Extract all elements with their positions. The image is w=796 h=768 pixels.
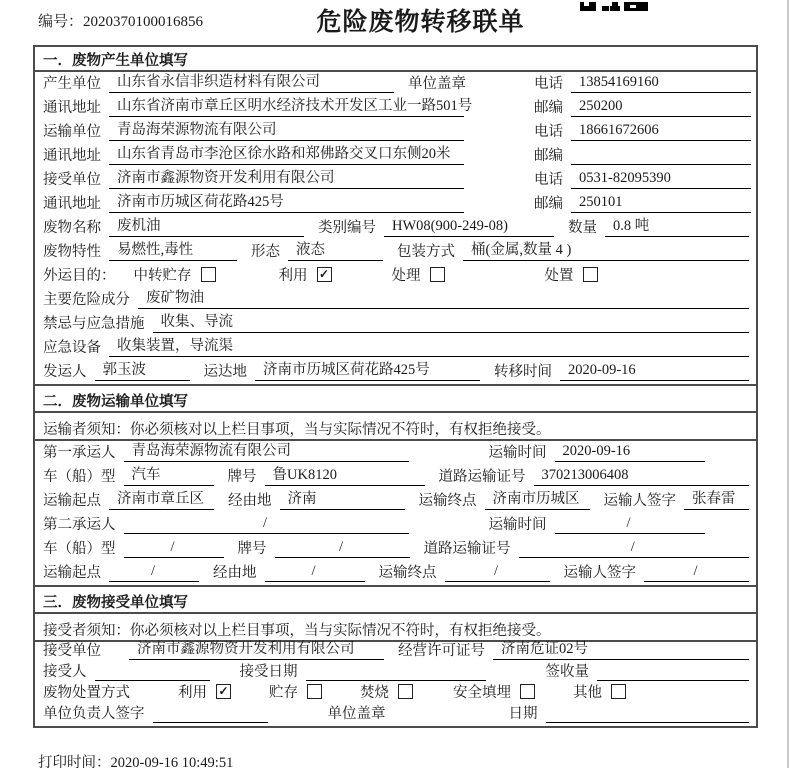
accept-date-label: 接受日期 xyxy=(239,664,298,680)
received-amount-label: 签收量 xyxy=(545,664,589,680)
road-license-value: 370213006408 xyxy=(534,467,750,486)
road-license-value: / xyxy=(519,539,750,558)
vehicle-type-label: 车（船）型 xyxy=(43,469,116,485)
address-value: 山东省青岛市李沧区徐水路和郑佛路交叉口东侧20米 xyxy=(109,142,464,165)
producer-address-row xyxy=(35,96,756,120)
section2-header: 二．废物运输单位填写 xyxy=(35,384,756,413)
receiver-phone-label: 电话 xyxy=(534,172,563,188)
form-state-value: 液态 xyxy=(288,238,383,261)
form-state-label: 形态 xyxy=(251,244,280,260)
receiver-value: 济南市鑫源物资开发利用有限公司 xyxy=(109,166,464,189)
origin-label: 运输起点 xyxy=(43,493,101,509)
transport-time-value: 2020-09-16 xyxy=(555,443,705,462)
checkbox xyxy=(307,684,322,699)
accept-unit-value: 济南市鑫源物资开发利用有限公司 xyxy=(129,637,384,660)
purpose-label: 外运目的： xyxy=(43,268,116,284)
transporter-row xyxy=(35,120,756,144)
producer-phone-label: 电话 xyxy=(534,76,563,92)
checkbox-label: 贮存 xyxy=(269,685,298,701)
quantity-label: 数量 xyxy=(568,220,597,236)
transport-time-label: 运输时间 xyxy=(488,517,547,533)
address-label: 通讯地址 xyxy=(43,100,101,116)
waste-name-value: 废机油 xyxy=(109,214,304,237)
accept-unit-row xyxy=(35,642,756,663)
disposal-option-other xyxy=(573,681,626,702)
consignor-row xyxy=(35,360,756,384)
packing-value: 桶(金属,数量 4 ) xyxy=(463,238,749,261)
carrier-sign-value: / xyxy=(644,563,749,582)
origin-value: 济南市章丘区 xyxy=(109,487,214,510)
vehicle-type-value: 汽车 xyxy=(124,463,214,486)
transporter-label: 运输单位 xyxy=(43,124,101,140)
end-value: / xyxy=(445,563,550,582)
transporter-notice: 运输者须知：你必须核对以上栏目事项，当与实际情况不符时，有权拒绝接受。 xyxy=(35,413,756,441)
category-label: 类别编号 xyxy=(318,220,376,236)
receiver-address-row xyxy=(35,192,756,216)
carrier-value: 青岛海荣源物流有限公司 xyxy=(124,439,409,462)
disposal-option-landfill xyxy=(453,681,535,702)
hazard-row xyxy=(35,288,756,312)
producer-phone-value: 13854169160 xyxy=(571,74,751,93)
character-label: 废物特性 xyxy=(43,244,101,260)
purpose-row xyxy=(35,264,756,288)
check-mark: ✓ xyxy=(318,267,330,281)
head-sign-value xyxy=(153,721,268,723)
vehicle-row-1 xyxy=(35,465,756,489)
producer-row xyxy=(35,72,756,96)
destination-label: 运达地 xyxy=(203,364,247,380)
first-carrier-row xyxy=(35,441,756,465)
route-row-2 xyxy=(35,561,756,585)
date-label: 日期 xyxy=(508,706,538,722)
taboo-row xyxy=(35,312,756,336)
transporter-address-row xyxy=(35,144,756,168)
end-label: 运输终点 xyxy=(418,493,477,509)
carrier-label: 第二承运人 xyxy=(43,517,116,533)
checkbox-checked xyxy=(317,267,332,282)
form-table xyxy=(33,45,758,728)
waste-name-row xyxy=(35,216,756,240)
checkbox-label: 中转贮存 xyxy=(133,268,192,284)
date-value xyxy=(546,721,750,723)
receiver-label: 接受单位 xyxy=(43,172,101,188)
plate-label: 牌号 xyxy=(237,541,267,557)
transport-time-label: 运输时间 xyxy=(488,445,547,461)
transporter-phone-value: 18661672606 xyxy=(571,122,751,141)
via-value: / xyxy=(265,563,365,582)
taboo-value: 收集、导流 xyxy=(153,310,750,333)
receiver-row xyxy=(35,168,756,192)
print-time-label: 打印时间： xyxy=(38,755,111,768)
address-label: 通讯地址 xyxy=(43,196,101,212)
character-value: 易燃性,毒性 xyxy=(109,238,237,261)
plate-label: 牌号 xyxy=(227,469,257,485)
checkbox xyxy=(520,684,535,699)
permit-value: 济南危证02号 xyxy=(493,637,749,660)
address-value: 济南市历城区荷花路425号 xyxy=(109,190,464,213)
check-mark: ✓ xyxy=(218,684,229,698)
address-value: 山东省济南市章丘区明水经济技术开发区工业一路501号 xyxy=(109,94,464,117)
carrier-sign-value: 张春雷 xyxy=(684,487,749,510)
carrier-label: 第一承运人 xyxy=(43,445,116,461)
checkbox xyxy=(430,267,445,282)
waste-character-row xyxy=(35,240,756,264)
carrier-value: / xyxy=(124,515,409,534)
serial-value: 2020370100016856 xyxy=(83,14,204,30)
acceptor-label: 接受人 xyxy=(43,664,87,680)
vehicle-type-value: / xyxy=(124,539,224,558)
taboo-label: 禁忌与应急措施 xyxy=(43,316,145,332)
end-value: 济南市历城区 xyxy=(485,487,590,510)
unit-seal-label: 单位盖章 xyxy=(327,706,386,722)
equipment-row xyxy=(35,336,756,360)
disposal-label: 废物处置方式 xyxy=(43,685,130,701)
checkbox-label: 安全填埋 xyxy=(453,685,511,701)
second-carrier-row xyxy=(35,513,756,537)
serial-label: 编号： xyxy=(38,14,84,30)
accept-unit-label: 接受单位 xyxy=(43,643,101,659)
road-license-label: 道路运输证号 xyxy=(438,469,526,485)
checkbox-label: 焚烧 xyxy=(360,685,389,701)
transfer-time-label: 转移时间 xyxy=(494,364,552,380)
transfer-time-value: 2020-09-16 xyxy=(560,362,749,381)
transport-time-value: / xyxy=(555,515,705,534)
producer-label: 产生单位 xyxy=(43,76,101,92)
destination-value: 济南市历城区荷花路425号 xyxy=(255,358,480,381)
receiver-notice: 接受者须知：你必须核对以上栏目事项，当与实际情况不符时，有权拒绝接受。 xyxy=(35,614,756,642)
zip-value: 250200 xyxy=(571,98,751,117)
zip-label: 邮编 xyxy=(534,196,563,212)
hazard-label: 主要危险成分 xyxy=(43,292,130,308)
plate-value: / xyxy=(275,539,410,558)
purpose-option-treat xyxy=(392,264,445,285)
category-value: HW08(900-249-08) xyxy=(384,218,554,237)
checkbox xyxy=(398,684,413,699)
waste-name-label: 废物名称 xyxy=(43,220,101,236)
checkbox-label: 利用 xyxy=(178,685,207,701)
hazard-value: 废矿物油 xyxy=(138,286,749,309)
consignor-label: 发运人 xyxy=(43,364,87,380)
via-value: 济南 xyxy=(280,487,405,510)
producer-value: 山东省永信非织造材料有限公司 xyxy=(109,70,394,93)
scan-page-edge xyxy=(787,0,789,768)
zip-label: 邮编 xyxy=(534,148,563,164)
receiver-phone-value: 0531-82095390 xyxy=(571,170,751,189)
equipment-label: 应急设备 xyxy=(43,340,101,356)
disposal-option-store xyxy=(269,681,322,702)
purpose-option-utilize xyxy=(279,264,332,285)
consignor-value: 郭玉波 xyxy=(95,358,190,381)
zip-value xyxy=(571,163,751,165)
checkbox xyxy=(201,267,216,282)
producer-seal-label: 单位盖章 xyxy=(408,76,466,92)
checkbox-label: 其他 xyxy=(573,685,602,701)
disposal-option-utilize xyxy=(178,681,231,702)
checkbox xyxy=(611,684,626,699)
plate-value: 鲁UK8120 xyxy=(265,463,425,486)
address-label: 通讯地址 xyxy=(43,148,101,164)
carrier-sign-label: 运输人签字 xyxy=(563,565,636,581)
zip-label: 邮编 xyxy=(534,100,563,116)
via-label: 经由地 xyxy=(213,565,257,581)
checkbox-label: 处理 xyxy=(391,268,421,284)
print-time-value: 2020-09-16 10:49:51 xyxy=(110,755,234,768)
head-sign-label: 单位负责人签字 xyxy=(43,706,145,722)
end-label: 运输终点 xyxy=(378,565,437,581)
disposal-option-incinerate xyxy=(360,681,413,702)
permit-label: 经营许可证号 xyxy=(398,643,485,659)
road-license-label: 道路运输证号 xyxy=(423,541,511,557)
vehicle-type-label: 车（船）型 xyxy=(43,541,116,557)
packing-label: 包装方式 xyxy=(397,244,455,260)
checkbox-label: 处置 xyxy=(544,268,574,284)
transporter-phone-label: 电话 xyxy=(534,124,563,140)
checkbox-checked xyxy=(216,684,231,699)
origin-label: 运输起点 xyxy=(43,565,101,581)
checkbox xyxy=(583,267,598,282)
via-label: 经由地 xyxy=(228,493,272,509)
equipment-value: 收集装置，导流渠 xyxy=(109,334,749,357)
head-sign-row xyxy=(35,705,756,726)
vehicle-row-2 xyxy=(35,537,756,561)
section3-header: 三．废物接受单位填写 xyxy=(35,585,756,614)
origin-value: / xyxy=(109,563,199,582)
purpose-option-dispose xyxy=(545,264,598,285)
purpose-option-transfer-storage xyxy=(134,264,216,285)
print-time-line xyxy=(38,751,233,768)
checkbox-label: 利用 xyxy=(278,268,308,284)
section1-header: 一．废物产生单位填写 xyxy=(35,47,756,72)
form-title: 危险废物转移联单 xyxy=(316,9,525,36)
zip-value: 250101 xyxy=(571,194,751,213)
quantity-value: 0.8 吨 xyxy=(605,214,749,237)
route-row-1 xyxy=(35,489,756,513)
carrier-sign-label: 运输人签字 xyxy=(603,493,676,509)
transporter-value: 青岛海荣源物流有限公司 xyxy=(109,118,464,141)
